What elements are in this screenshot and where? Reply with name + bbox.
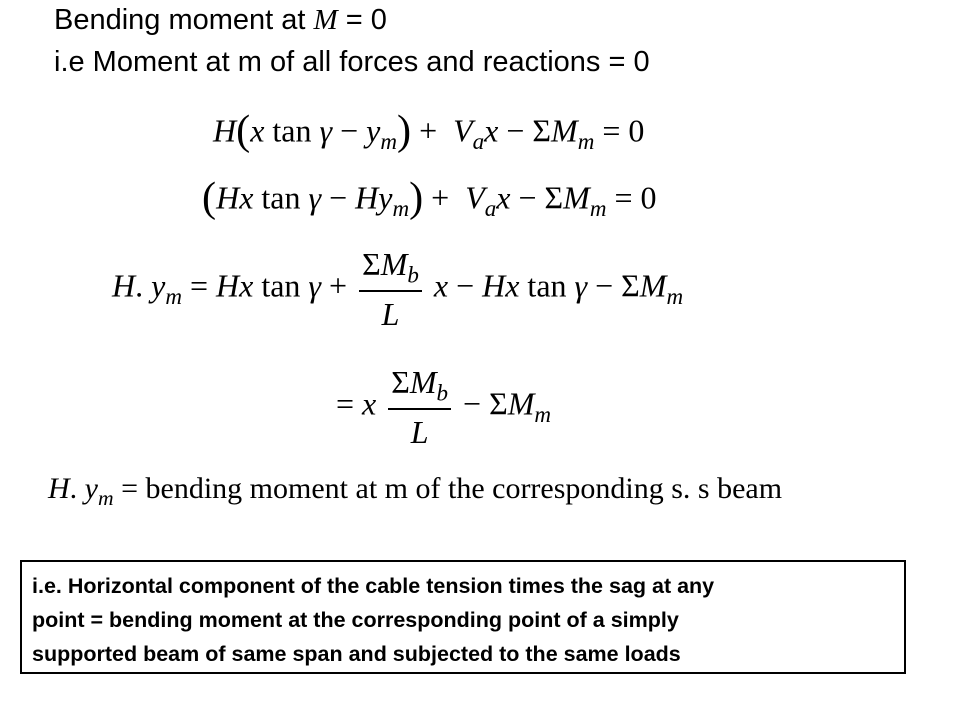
equation-3: H. $y_m = Hx$ tan γ + $\frac{\Sigma M_b}{L}$ x − Hx $\tan \gamma - \Sigma M_m$ [112,246,684,333]
fraction-sum-mb-over-l: $\frac{\Sigma M_b}{L}$ [359,248,422,330]
equation-5: H. $y_m$ = bending moment at m of the corresponding s. s beam [48,472,783,510]
equation-1: H(x $\tan \gamma - y_m) + V_ax - \Sigma M_m = 0$ [213,107,645,154]
equation-5-text: bending moment at m of the corresponding s. s beam [145,472,783,505]
equation-4: = x $\frac{\Sigma M_b}{L}$ − $\Sigma M_m$ [336,364,552,451]
note-box [20,560,906,674]
header-line-2: i.e Moment at m of all forces and reactions = 0 [54,46,650,78]
header-line-1: Bending moment at M = 0 [54,4,387,36]
note-line-1: i.e. Horizontal component of the cable tension times the sag at any [32,574,715,598]
note-line-3: supported beam of same span and subjected to the same loads [32,642,681,666]
equation-2: (Hx $\tan \gamma - Hy_m) + V_ax - \Sigma M_m = 0$ [202,174,657,221]
fraction-sum-mb-over-l-2: $\frac{\Sigma M_b}{L}$ [388,366,451,448]
note-line-2: point = bending moment at the corresponding point of a simply [32,608,679,632]
